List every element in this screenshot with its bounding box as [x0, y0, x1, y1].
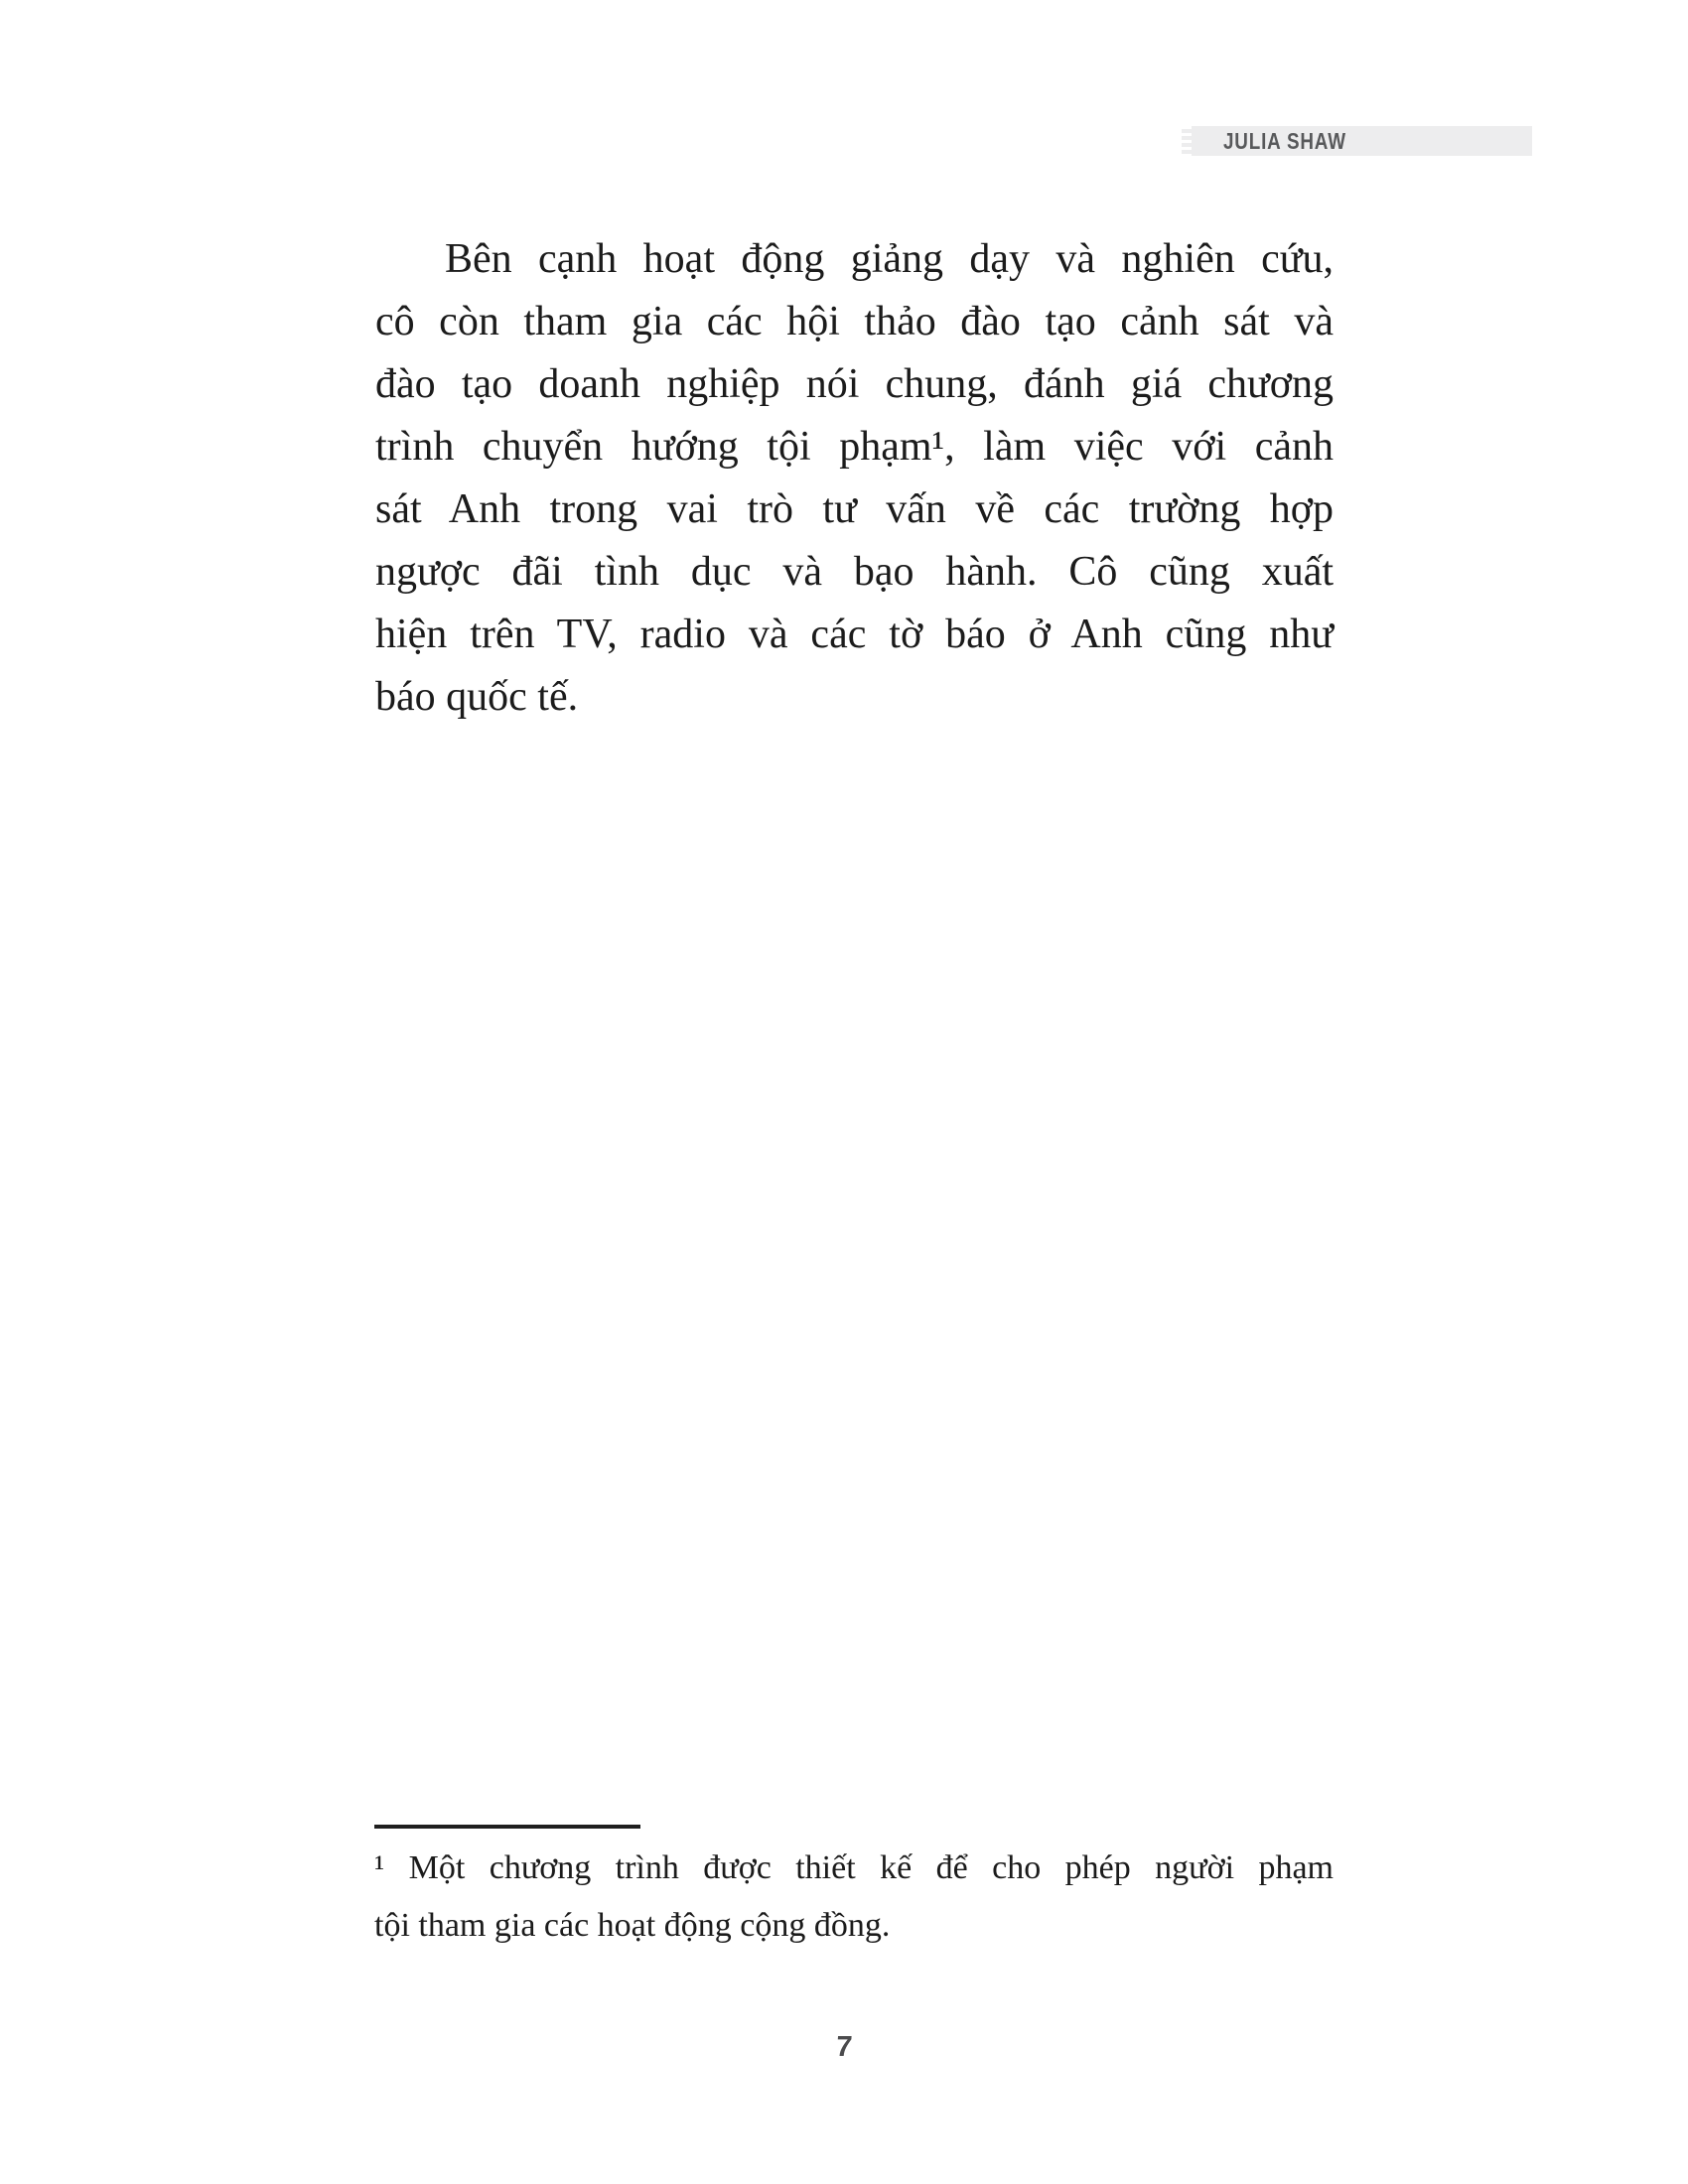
body-paragraph: [375, 228, 1334, 729]
text-line: hiện trên TV, radio và các tờ báo ở Anh cũng như: [375, 612, 1334, 657]
text-line: báo quốc tế.: [375, 674, 579, 720]
page-number: 7: [834, 2031, 854, 2063]
text-line: tội tham gia các hoạt động cộng đồng.: [374, 1907, 891, 1944]
text-line: ngược đãi tình dục và bạo hành. Cô cũng xuất: [375, 549, 1334, 595]
text-line: Bên cạnh hoạt động giảng dạy và nghiên cứu,: [445, 236, 1334, 282]
running-header-title: JULIA SHAW: [1223, 128, 1346, 154]
text-line: cô còn tham gia các hội thảo đào tạo cảnh sát và: [375, 299, 1334, 344]
torn-edge-decoration: [1181, 126, 1192, 156]
footnote: [374, 1840, 1334, 1955]
text-line: đào tạo doanh nghiệp nói chung, đánh giá chương: [375, 361, 1334, 407]
text-line: sát Anh trong vai trò tư vấn về các trường hợp: [375, 486, 1334, 532]
text-line: trình chuyển hướng tội phạm¹, làm việc với cảnh: [375, 424, 1334, 470]
running-header-bar: [1182, 126, 1532, 156]
text-line: ¹ Một chương trình được thiết kế để cho phép người phạm: [374, 1849, 1334, 1886]
footnote-separator-rule: [374, 1825, 640, 1829]
